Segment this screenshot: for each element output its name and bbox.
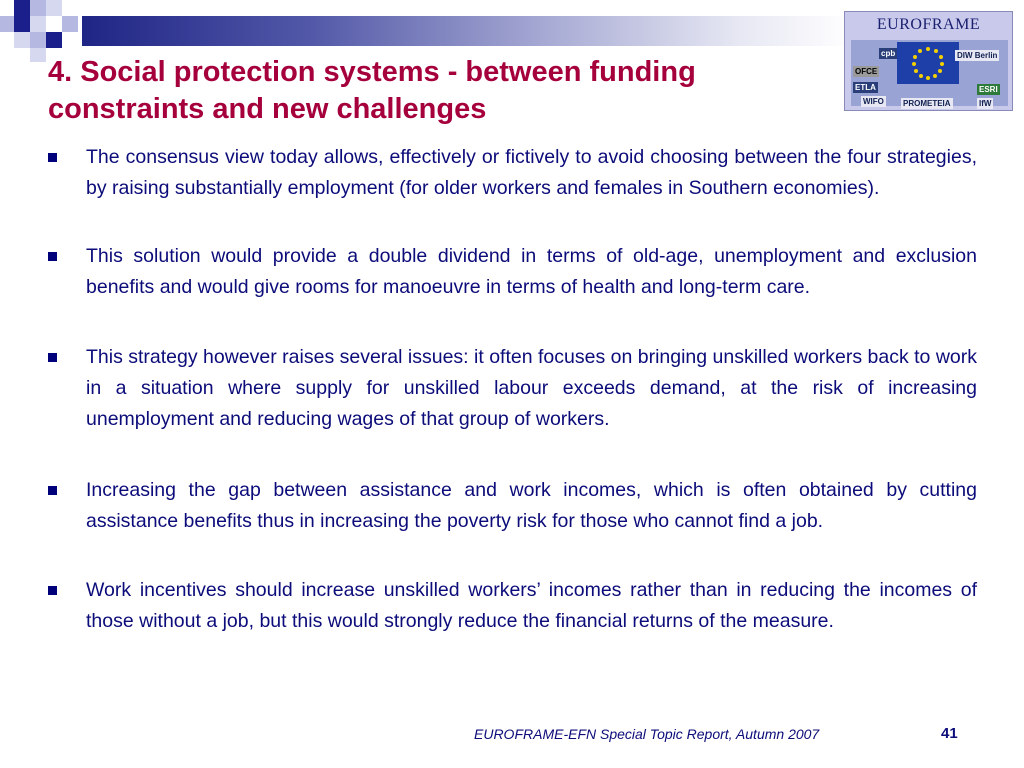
page-number: 41 bbox=[941, 725, 958, 742]
bullet-text: The consensus view today allows, effectively or fictively to avoid choosing between the four strategies, by raising substantially employment (for older workers and females in Southern economies). bbox=[86, 146, 977, 199]
eu-flag-graphic bbox=[897, 42, 959, 84]
decor-square bbox=[14, 32, 30, 48]
decor-square bbox=[46, 32, 62, 48]
bullet-square-icon bbox=[48, 353, 57, 362]
partner-logo: ETLA bbox=[855, 83, 876, 92]
decor-square bbox=[30, 32, 46, 48]
bullet-square-icon bbox=[48, 153, 57, 162]
slide-title: 4. Social protection systems - between funding constraints and new challenges bbox=[48, 56, 696, 125]
decor-square bbox=[14, 16, 30, 32]
bullet-square-icon bbox=[48, 486, 57, 495]
bullet-text: Work incentives should increase unskilled workers’ incomes rather than in reducing the incomes of those without a job, but this would strongly reduce the financial returns of the measure. bbox=[86, 579, 977, 632]
partner-logo: WIFO bbox=[863, 97, 884, 106]
decor-square bbox=[30, 48, 46, 62]
decor-square bbox=[14, 0, 30, 16]
partner-logo: DIW Berlin bbox=[957, 51, 998, 60]
decor-square bbox=[0, 16, 14, 32]
bullet-text: This solution would provide a double dividend in terms of old-age, unemployment and exclusion benefits and would give rooms for manoeuvre in terms of health and long-term care. bbox=[86, 245, 977, 298]
partner-logo: cpb bbox=[881, 49, 896, 58]
bullet-square-icon bbox=[48, 252, 57, 261]
bullet-square-icon bbox=[48, 586, 57, 595]
header-gradient-bar bbox=[82, 16, 852, 46]
partner-logo: PROMETEIA bbox=[903, 99, 951, 108]
euroframe-logo bbox=[844, 11, 1013, 111]
bullet-text: Increasing the gap between assistance and work incomes, which is often obtained by cutting assistance benefits thus in increasing the poverty risk for those who cannot find a job. bbox=[86, 479, 977, 532]
partner-logo: ESRI bbox=[979, 85, 998, 94]
decor-square bbox=[30, 16, 46, 32]
logo-title: EUROFRAME bbox=[876, 16, 981, 33]
bullet-text: This strategy however raises several issues: it often focuses on bringing unskilled workers back to work in a situation where supply for unskilled labour exceeds demand, at the risk of increasing unemployment and reducing wages of that group of workers. bbox=[86, 346, 977, 430]
decor-square bbox=[62, 16, 78, 32]
partner-logo: IfW bbox=[979, 99, 992, 108]
eu-stars-icon bbox=[897, 42, 959, 84]
decor-square bbox=[30, 0, 46, 16]
partner-logo: OFCE bbox=[855, 67, 878, 76]
decor-square bbox=[46, 0, 62, 16]
footer-citation: EUROFRAME-EFN Special Topic Report, Autumn 2007 bbox=[474, 726, 820, 742]
